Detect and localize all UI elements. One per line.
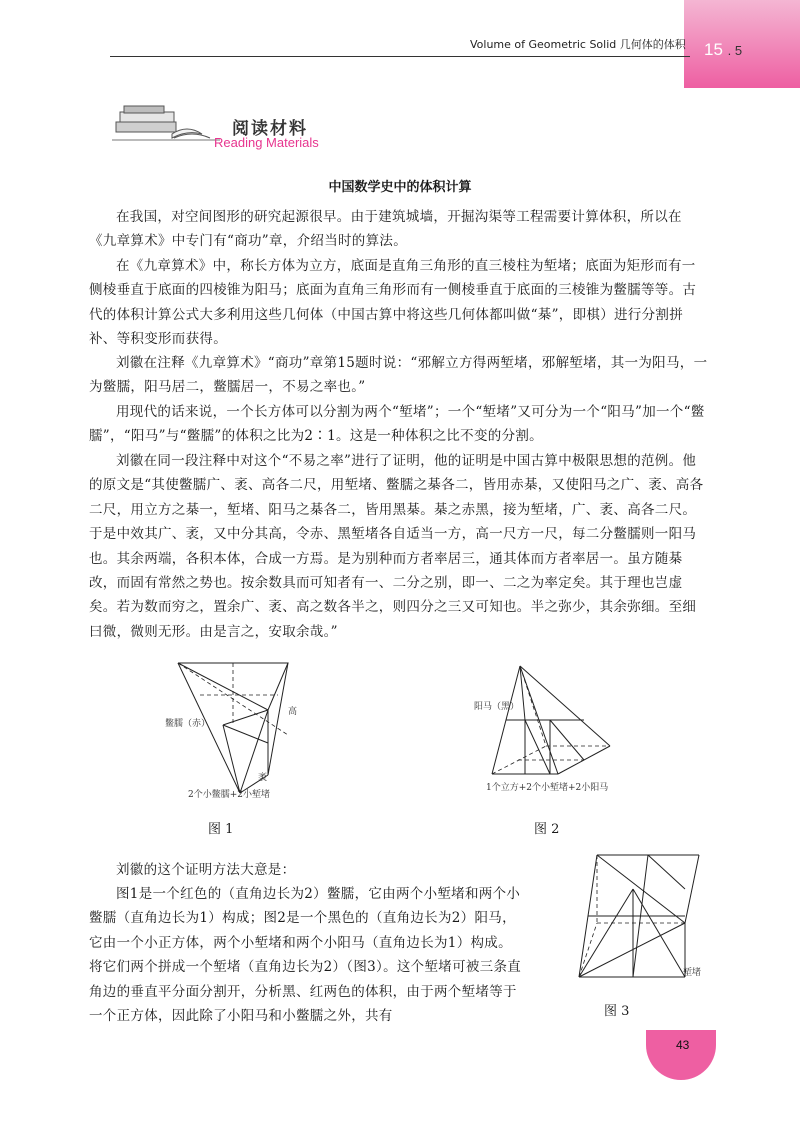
- fig2-caption: 图 2: [534, 822, 560, 837]
- reading-title-cn: 阅读材料: [232, 119, 308, 139]
- paragraph-6: 刘徽的这个证明方法大意是：: [116, 862, 296, 878]
- figure-2-diagram: [488, 662, 618, 780]
- article-title: 中国数学史中的体积计算: [328, 180, 472, 195]
- fig1-label-mao: 袤: [258, 773, 268, 783]
- fig2-bottom-note: 1个立方+2个小堑堵+2小阳马: [486, 783, 609, 793]
- fig2-label-yangma: 阳马（黑）: [474, 702, 520, 712]
- paragraph-2: 在《九章算术》中，称长方体为立方，底面是直角三角形的直三棱柱为堑堵；底面为矩形而有一侧棱垂直于底面的四棱锥为阳马；底面为直角三角形而有一侧棱垂直于底面的三棱锥为鳖臑等等。古代的体积计算公式大多利用这些几何体（中国古算中将这些几何体都叫做“棊”，即棋）进行分割拼补、等积变形而获得。: [89, 258, 697, 348]
- section-number: [704, 40, 742, 60]
- paragraph-4: 用现代的话来说，一个长方体可以分割为两个“堑堵”；一个“堑堵”又可分为一个“阳马”加一个“鳖臑”，“阳马”与“鳖臑”的体积之比为2∶1。这是一种体积之比不变的分割。: [89, 404, 705, 445]
- fig3-caption: 图 3: [604, 1004, 630, 1019]
- paragraph-5: 刘徽在同一段注释中对这个“不易之率”进行了证明，他的证明是中国古算中极限思想的范例。他的原文是“其使鳖臑广、袤、高各二尺，用堑堵、鳖臑之棊各二，皆用赤棊，又使阳马之广、袤、高各二尺，用立方之棊一，堑堵、阳马之棊各二，皆用黑棊。棊之赤黑，接为堑堵，广、袤、高各二尺。于是中效其广、袤，又中分其高，令赤、黑堑堵各自适当一方，高一尺方一尺，每二分鳖臑则一阳马也。其余两端，各积本体，合成一方焉。是为别种而方者率居三，通其体而方者率居一。虽方随棊改，而固有常然之势也。按余数具而可知者有一、二分之别，即一、二之为率定矣。其于理也岂虚矣。若为数而穷之，置余广、袤、高之数各半之，则四分之三又可知也。半之弥少，其余弥细。至细曰微，微则无形。由是言之，安取余哉。”: [89, 453, 704, 640]
- running-header: Volume of Geometric Solid 几何体的体积: [470, 38, 686, 51]
- fig1-label-gao: 高: [288, 707, 298, 717]
- fig1-caption: 图 1: [208, 822, 234, 837]
- figure-3-diagram: [575, 853, 705, 983]
- header-rule: [110, 56, 690, 57]
- paragraph-1: 在我国，对空间图形的研究起源很早。由于建筑城墙，开掘沟渠等工程需要计算体积，所以在《九章算术》中专门有“商功”章，介绍当时的算法。: [89, 209, 682, 250]
- fig1-bottom-note: 2个小鳖臑+2小堑堵: [188, 790, 270, 800]
- page-number: 43: [676, 1038, 690, 1052]
- fig1-label-bienao: 鳖臑（赤）: [165, 719, 211, 729]
- fig3-label-qiandu: 堑堵: [683, 968, 702, 978]
- paragraph-3: 刘徽在注释《九章算术》“商功”章第15题时说：“邪解立方得两堑堵，邪解堑堵，其一为阳马，一为鳖臑，阳马居二，鳖臑居一，不易之率也。”: [89, 355, 708, 396]
- reading-title-en: Reading Materials: [214, 135, 319, 150]
- paragraph-7: 图1是一个红色的（直角边长为2）鳖臑，它由两个小堑堵和两个小鳖臑（直角边长为1）构成；图2是一个黑色的（直角边长为2）阳马，它由一个小正方体，两个小堑堵和两个小阳马（直角边长为1）构成。将它们两个拼成一个堑堵（直角边长为2）（图3）。这个堑堵可被三条直角边的垂直平分面分割开，分析黑、红两色的体积，由于两个堑堵等于一个正方体，因此除了小阳马和小鳖臑之外，共有: [89, 886, 522, 1025]
- books-icon: [112, 104, 222, 144]
- chapter-number: 15: [704, 40, 723, 59]
- section-suffix: . 5: [727, 43, 743, 58]
